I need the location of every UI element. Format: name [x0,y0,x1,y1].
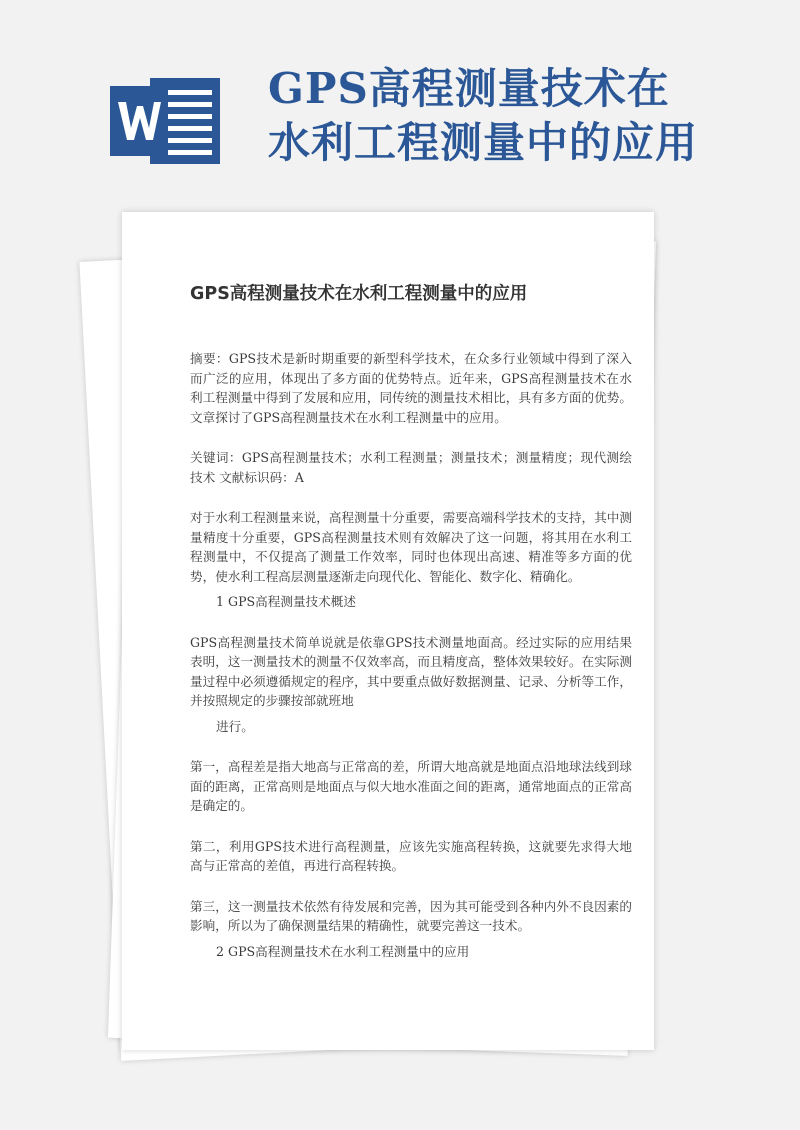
section-1-paragraph-continued: 进行。 [216,718,254,734]
point-1-paragraph: 第一，高程差是指大地高与正常高的差，所谓大地高就是地面点沿地球法线到球面的距离，正常高则是地面点与似大地水准面之间的距离，通常地面点的正常高是确定的。 [190,759,632,813]
headline-line-2: 水利工程测量中的应用 [268,118,699,167]
document-title: GPS高程测量技术在水利工程测量中的应用 [190,284,528,304]
point-3-paragraph: 第三，这一测量技术依然有待发展和完善，因为其可能受到各种内外不良因素的影响，所以为了确保测量结果的精确性，就要完善这一技术。 [190,898,632,933]
document-body [190,280,632,961]
point-2-paragraph: 第二，利用GPS技术进行高程测量，应该先实施高程转换，这就要先求得大地高与正常高的差值，再进行高程转换。 [190,838,632,873]
word-document-icon [110,78,220,164]
intro-paragraph: 对于水利工程测量来说，高程测量十分重要，需要高端科学技术的支持，其中测量精度十分重要，GPS高程测量技术则有效解决了这一问题，将其用在水利工程测量中，不仅提高了测量工作效率，同时也体现出高速、精准等多方面的优势，使水利工程高层测量逐渐走向现代化、智能化、数字化、精确化。 [190,510,632,584]
keywords-paragraph: 关键词：GPS高程测量技术；水利工程测量；测量技术；测量精度；现代测绘技术 文献标识码：A [190,450,632,485]
section-2-heading: 2 GPS高程测量技术在水利工程测量中的应用 [216,943,470,959]
headline-line-1: GPS高程测量技术在 [268,64,670,113]
abstract-paragraph: 摘要：GPS技术是新时期重要的新型科学技术，在众多行业领域中得到了深入而广泛的应用，体现出了多方面的优势特点。近年来，GPS高程测量技术在水利工程测量中得到了发展和应用，同传统的测量技术相比，具有多方面的优势。文章探讨了GPS高程测量技术在水利工程测量中的应用。 [190,351,632,425]
paper-sheet-front [122,212,654,1050]
section-1-heading: 1 GPS高程测量技术概述 [216,594,356,609]
headline-title [268,62,768,170]
section-1-paragraph: GPS高程测量技术简单说就是依靠GPS技术测量地面高。经过实际的应用结果表明，这一测量技术的测量不仅效率高，而且精度高，整体效果较好。在实际测量过程中必须遵循规定的程序，其中要重点做好数据测量、记录、分析等工作，并按照规定的步骤按部就班地 [190,634,632,708]
